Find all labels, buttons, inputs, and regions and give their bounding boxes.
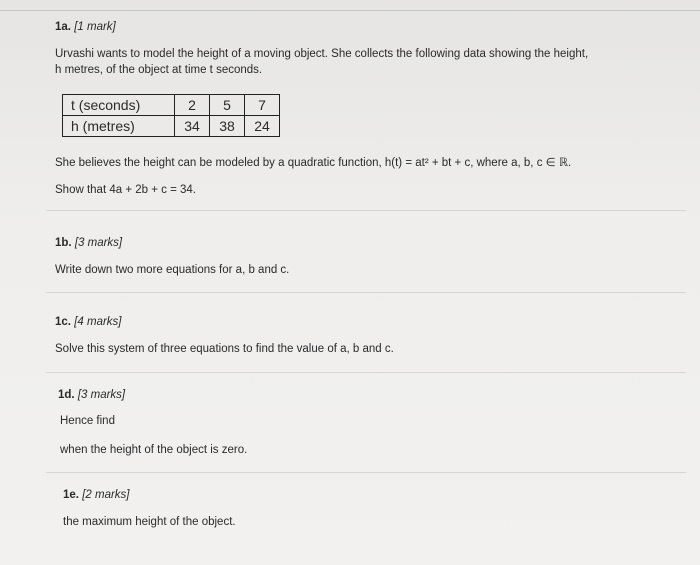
question-1a-header bbox=[55, 20, 116, 35]
divider-4 bbox=[46, 472, 686, 473]
question-1c-header bbox=[55, 315, 122, 330]
top-divider bbox=[0, 10, 700, 11]
question-1b-text: Write down two more equations for a, b and c. bbox=[55, 264, 290, 276]
question-1a-intro-line1: Urvashi wants to model the height of a moving object. She collects the following data showing the height, bbox=[55, 48, 589, 60]
divider-1 bbox=[46, 210, 686, 211]
table-row-height bbox=[63, 116, 280, 137]
question-1a-show-text: Show that 4a + 2b + c = 34. bbox=[55, 184, 196, 196]
question-1d-text2: when the height of the object is zero. bbox=[60, 444, 248, 456]
table-cell-h-2: 38 bbox=[210, 116, 245, 137]
question-1d-text1: Hence find bbox=[60, 415, 115, 427]
question-1c-number: 1c. bbox=[55, 316, 71, 328]
data-table bbox=[62, 94, 280, 137]
question-1e-header bbox=[63, 488, 130, 503]
question-1a-number: 1a. bbox=[55, 21, 71, 33]
question-1b-header bbox=[55, 236, 122, 251]
table-cell-t-2: 5 bbox=[210, 95, 245, 116]
divider-2 bbox=[46, 292, 686, 293]
table-cell-h-3: 24 bbox=[245, 116, 280, 137]
question-1e-text: the maximum height of the object. bbox=[63, 516, 236, 528]
question-1b-marks: [3 marks] bbox=[74, 237, 123, 249]
table-cell-t-1: 2 bbox=[175, 95, 210, 116]
table-row-label-time: t (seconds) bbox=[63, 95, 175, 116]
question-1c-marks: [4 marks] bbox=[74, 316, 122, 328]
question-1e-marks: [2 marks] bbox=[82, 489, 130, 501]
question-1d-marks: [3 marks] bbox=[77, 389, 126, 401]
table-row-label-height: h (metres) bbox=[63, 116, 175, 137]
table-row-time bbox=[63, 95, 280, 116]
question-1c-text: Solve this system of three equations to find the value of a, b and c. bbox=[55, 343, 394, 355]
question-1b-number: 1b. bbox=[55, 237, 72, 249]
table-cell-h-1: 34 bbox=[175, 116, 210, 137]
question-1a-model-text: She believes the height can be modeled by a quadratic function, h(t) = at² + bt + c, where a, b, c ∈ ℝ. bbox=[55, 157, 572, 169]
table-cell-t-3: 7 bbox=[245, 95, 280, 116]
question-1d-number: 1d. bbox=[58, 389, 75, 401]
question-1d-header bbox=[58, 388, 125, 403]
question-1a-marks: [1 mark] bbox=[74, 21, 116, 33]
question-1a-intro-line2: h metres, of the object at time t seconds. bbox=[55, 64, 263, 76]
question-1e-number: 1e. bbox=[63, 489, 79, 501]
divider-3 bbox=[46, 372, 686, 373]
